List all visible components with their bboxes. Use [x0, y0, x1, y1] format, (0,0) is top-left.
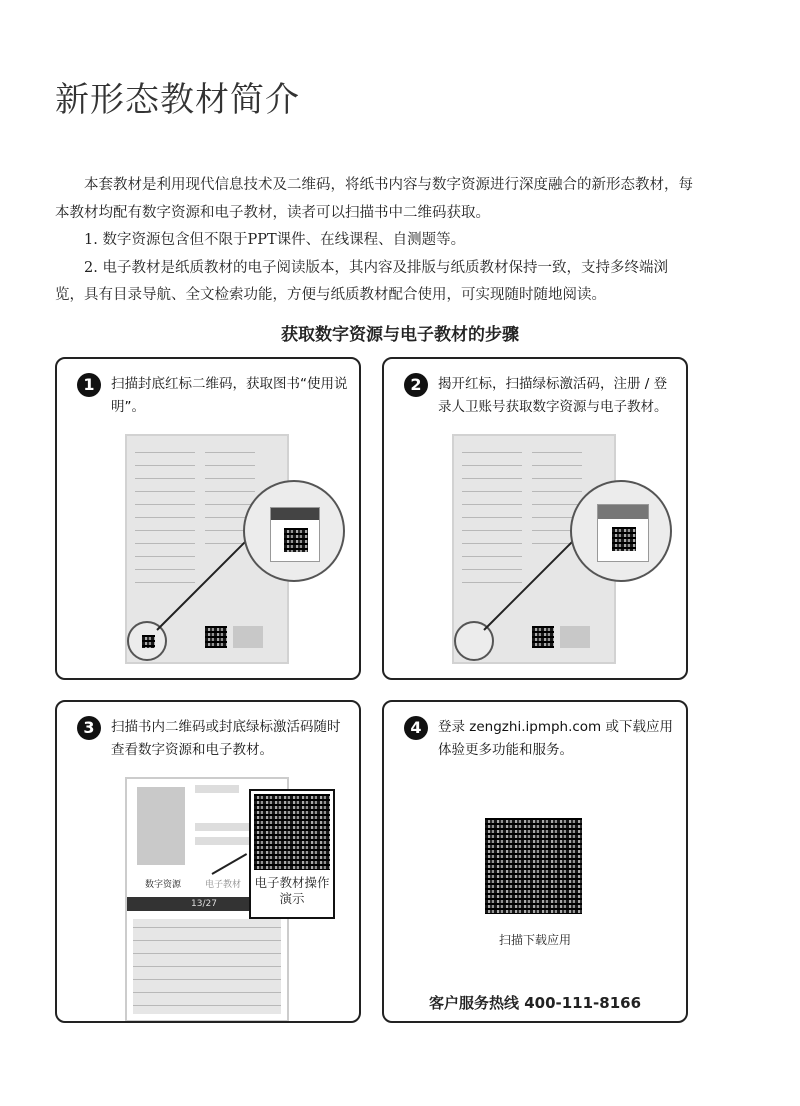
magnifier-circle: [570, 480, 672, 582]
demo-qr-code: [254, 794, 330, 870]
step-number: 4: [404, 716, 428, 740]
demo-video-box: [249, 789, 335, 919]
hotline: 客户服务热线 400-111-8166: [428, 994, 642, 1012]
step-card-2: [382, 357, 688, 680]
step-number: 3: [77, 716, 101, 740]
steps-heading: 获取数字资源与电子教材的步骤: [281, 325, 519, 345]
tab-digital-resources: 数字资源: [145, 880, 182, 890]
qr-code: [532, 626, 554, 648]
step-card-1: [55, 357, 361, 680]
step-number: 1: [77, 373, 101, 397]
tab-ebook: 电子教材: [205, 880, 242, 890]
intro-paragraph: 本套教材是利用现代信息技术及二维码，将纸书内容与数字资源进行深度融合的新形态教材，每本教材均配有数字资源和电子教材，读者可以扫描书中二维码获取。: [55, 177, 693, 221]
magnifier-circle: [243, 480, 345, 582]
intro-item-1: 1. 数字资源包含但不限于PPT课件、在线课程、自测题等。: [84, 232, 466, 248]
step-text: 揭开红标，扫描绿标激活码，注册 / 登录人卫账号获取数字资源与电子教材。: [438, 376, 668, 415]
step-text: 登录 zengzhi.ipmph.com 或下载应用体验更多功能和服务。: [438, 719, 674, 758]
step-card-4: [382, 700, 688, 1023]
demo-label: 电子教材操作演示: [254, 875, 330, 906]
page-title: 新形态教材简介: [55, 80, 300, 120]
page-indicator: 13/27: [127, 897, 287, 911]
step-text: 扫描封底红标二维码，获取图书“使用说明”。: [111, 376, 348, 415]
step-card-3: [55, 700, 361, 1023]
intro-item-2: 2. 电子教材是纸质教材的电子阅读版本，其内容及排版与纸质教材保持一致，支持多终端浏览，具有目录导航、全文检索功能，方便与纸质教材配合使用，可实现随时随地阅读。: [55, 259, 668, 303]
qr-code: [205, 626, 227, 648]
intro: [55, 172, 695, 310]
app-download-qr-code[interactable]: [485, 818, 582, 914]
step-number: 2: [404, 373, 428, 397]
step-text: 扫描书内二维码或封底绿标激活码随时查看数字资源和电子教材。: [111, 719, 341, 758]
qr-caption: 扫描下载应用: [498, 933, 571, 947]
